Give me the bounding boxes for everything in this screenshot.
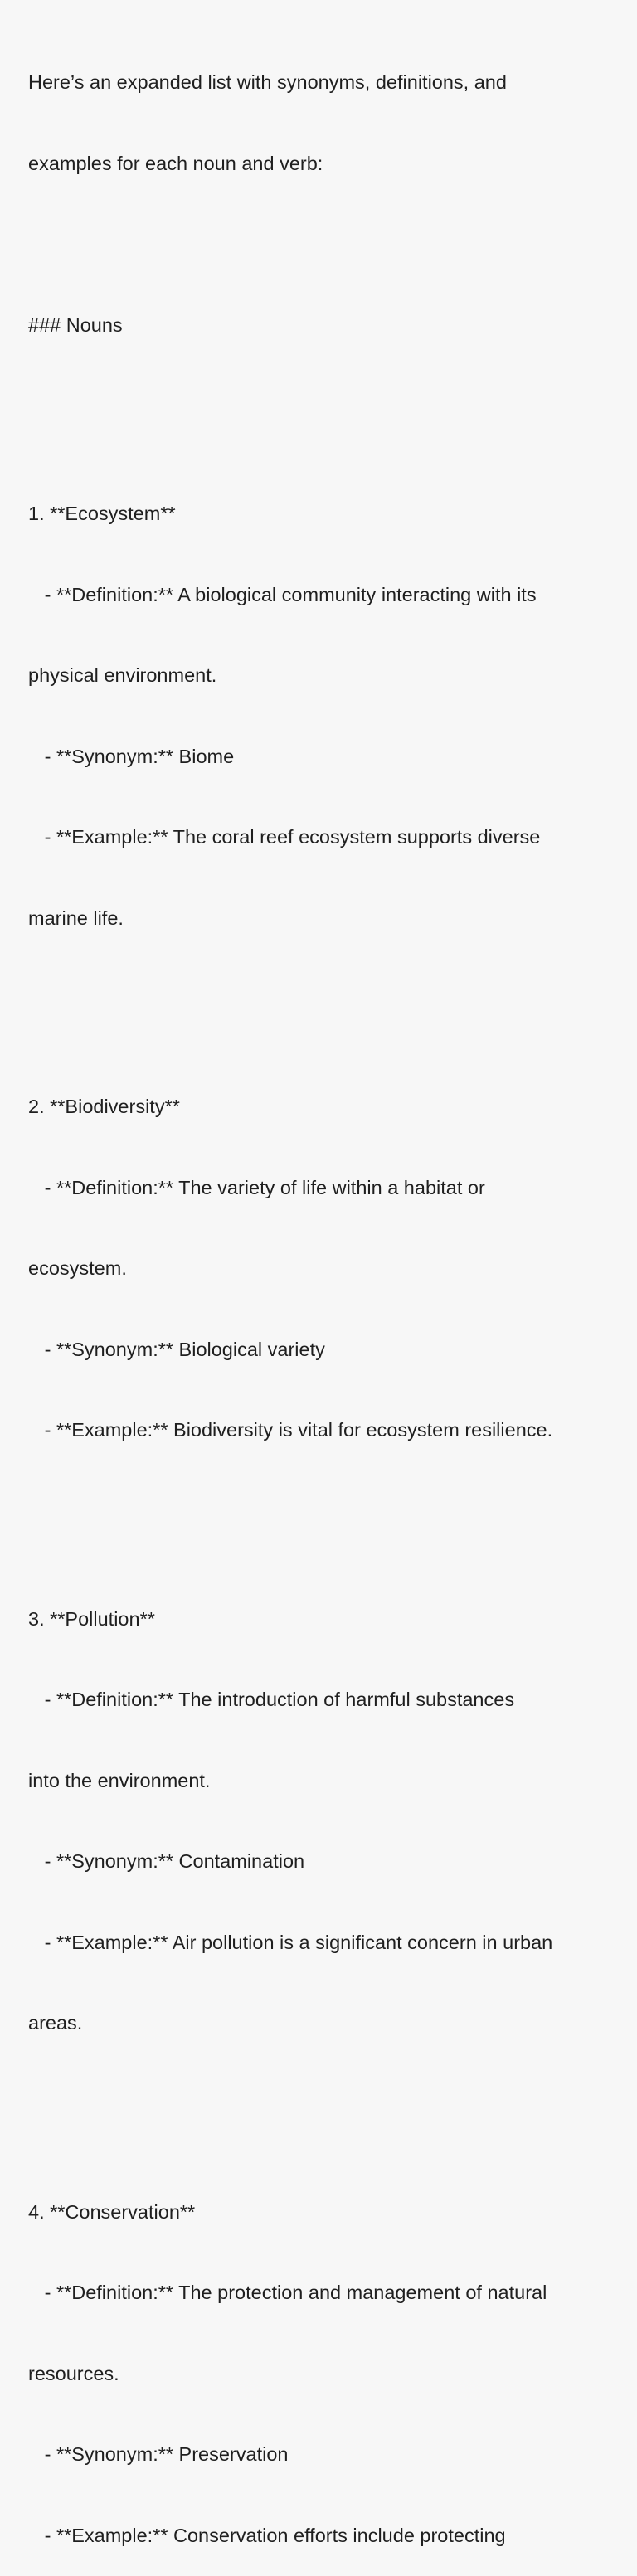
item-example: - **Example:** The coral reef ecosystem supports diverse [28,826,541,848]
blank-line [28,392,617,420]
item-example: - **Example:** Air pollution is a significant concern in urban [28,1931,553,1953]
item-example: - **Example:** Biodiversity is vital for ecosystem resilience. [28,1419,553,1441]
item-example-continued: areas. [28,2012,83,2034]
item-definition: - **Definition:** The introduction of harmful substances [28,1689,515,1710]
blank-line [28,985,617,1013]
item-synonym: - **Synonym:** Preservation [28,2443,289,2465]
intro-line-1: Here’s an expanded list with synonyms, definitions, and [28,71,507,93]
item-title-biodiversity: 2. **Biodiversity** [28,1096,180,1117]
section-heading-nouns: ### Nouns [28,313,123,336]
intro-line-2: examples for each noun and verb: [28,152,323,174]
item-example-continued: marine life. [28,906,124,929]
item-definition-continued: resources. [28,2362,119,2384]
item-definition-continued: into the environment. [28,1769,211,1791]
blank-line [28,231,617,258]
item-title-ecosystem: 1. **Ecosystem** [28,503,176,524]
item-definition: - **Definition:** The protection and management of natural [28,2282,547,2303]
item-synonym: - **Synonym:** Biome [28,745,235,767]
item-title-pollution: 3. **Pollution** [28,1607,155,1630]
item-synonym: - **Synonym:** Contamination [28,1850,305,1872]
item-definition: - **Definition:** The variety of life within a habitat or [28,1176,485,1198]
item-definition-continued: physical environment. [28,664,217,686]
document-body [28,15,617,2576]
item-definition: - **Definition:** A biological community interacting with its [28,583,537,605]
item-definition-continued: ecosystem. [28,1257,127,1279]
blank-line [28,2091,617,2118]
item-title-conservation: 4. **Conservation** [28,2200,196,2223]
blank-line [28,1498,617,1525]
item-synonym: - **Synonym:** Biological variety [28,1338,325,1360]
item-example: - **Example:** Conservation efforts include protecting [28,2524,506,2546]
